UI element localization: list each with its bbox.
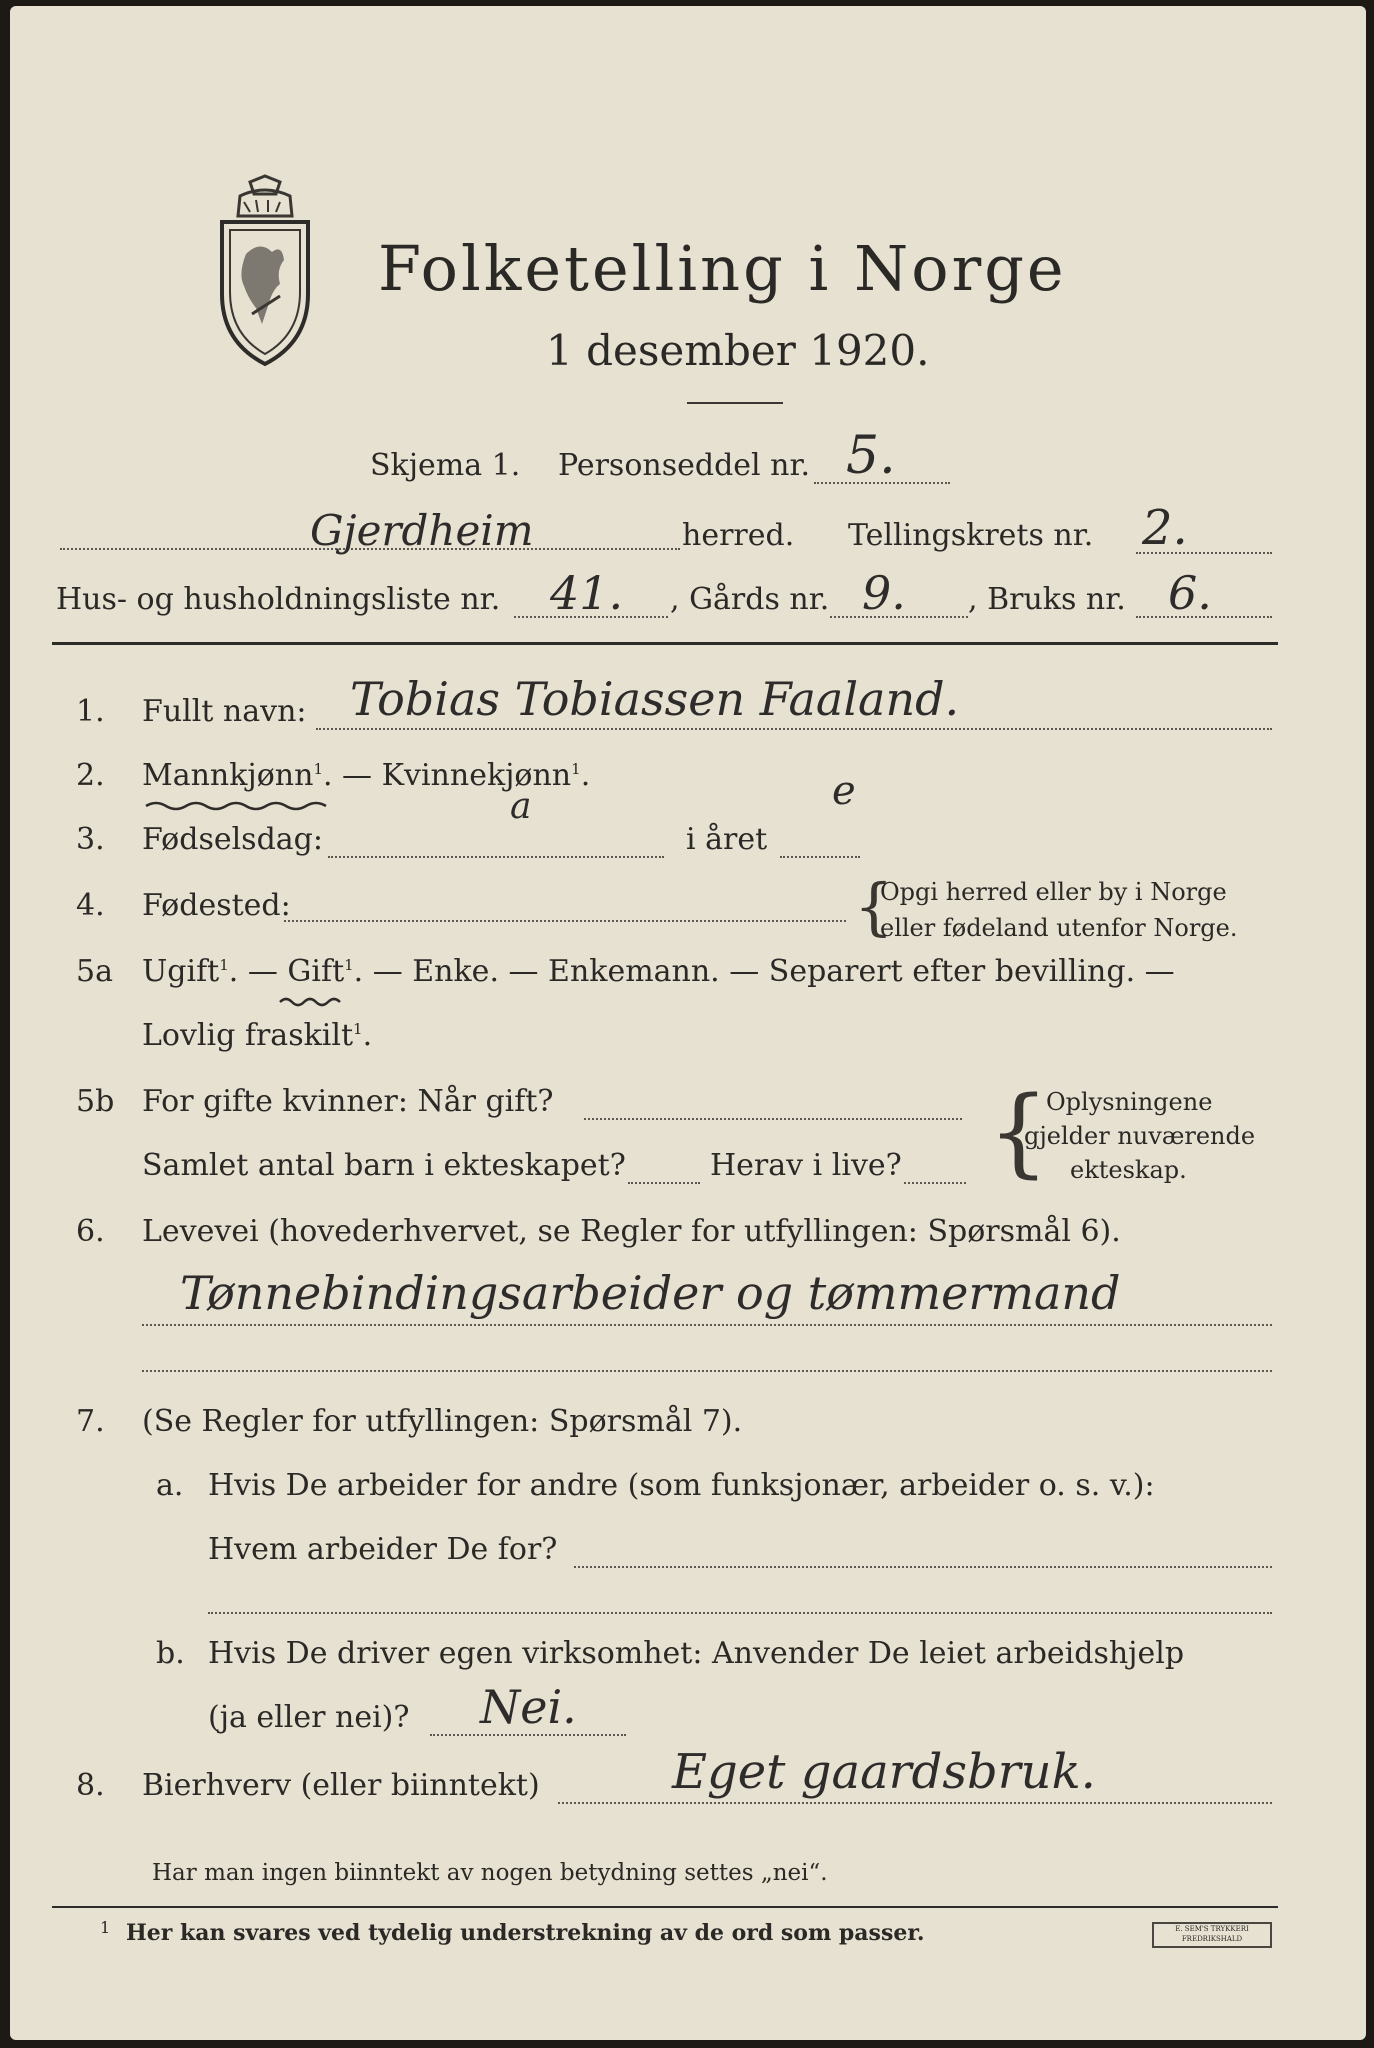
gaards-label: , Gårds nr. [670,582,830,617]
q7a-letter: a. [156,1468,184,1503]
footer-divider [52,1906,1278,1908]
full-name-value[interactable]: Tobias Tobiassen Faaland. [350,672,960,726]
marital-status-line: Ugift$^1$. — Gift$^1$. — Enke. — Enkemann. — Separert efter bevilling. — [142,954,1175,989]
secondary-income-value[interactable]: Eget gaardsbruk. [672,1744,1096,1800]
marital-other-options[interactable]: — Enke. — Enkemann. — Separert efter bevilling. — [372,954,1175,989]
hus-label: Hus- og husholdningsliste nr. [56,582,501,617]
herred-label: herred. [682,518,795,553]
children-alive-label: Herav i live? [710,1148,902,1183]
bruks-number[interactable]: 6. [1168,566,1212,620]
gender-line: Mannkjønn$^1$. — Kvinnekjønn$^1$. [142,758,591,793]
birthdate-label: Fødselsdag: [142,822,323,857]
hired-help-value[interactable]: Nei. [480,1680,577,1734]
title-divider [687,402,783,404]
hus-number[interactable]: 41. [550,566,624,620]
q7-number: 7. [76,1404,105,1439]
q1-number: 1. [76,694,105,729]
hired-help-question: Hvis De driver egen virksomhet: Anvender De leiet arbeidshjelp [208,1636,1185,1671]
q2-number: 2. [76,758,105,793]
footer-note: Har man ingen biinntekt av nogen betydning settes „nei“. [152,1860,828,1886]
marriage-note-brace: { [988,1076,1050,1188]
full-name-label: Fullt navn: [142,694,307,729]
coat-of-arms-icon [210,174,320,374]
marital-gift-option[interactable]: Gift [287,954,345,989]
birthplace-note-1: Opgi herred eller by i Norge [880,878,1227,906]
q4-number: 4. [76,888,105,923]
gender-female-option[interactable]: . — Kvinnekjønn [322,758,572,793]
gaards-number[interactable]: 9. [862,566,906,620]
birthplace-label: Fødested: [142,888,291,923]
bruks-label: , Bruks nr. [968,582,1126,617]
occupation-value[interactable]: Tønnebindingsarbeider og tømmermand [180,1266,1121,1320]
herred-value[interactable]: Gjerdheim [310,506,534,555]
census-date: 1 desember 1920. [546,326,930,375]
q6-number: 6. [76,1214,105,1249]
personseddel-number[interactable]: 5. [846,426,896,486]
personseddel-label: Personseddel nr. [558,448,811,483]
q5b-number: 5b [76,1084,115,1119]
q5a-number: 5a [76,954,113,989]
q7b-letter: b. [156,1636,185,1671]
children-count-label: Samlet antal barn i ekteskapet? [142,1148,626,1183]
secondary-income-label: Bierhverv (eller biinntekt) [142,1768,540,1803]
marriage-note-3: ekteskap. [1070,1156,1187,1184]
birthplace-note-2: eller fødeland utenfor Norge. [880,914,1238,942]
birthday-mark[interactable]: a [510,786,532,827]
printer-stamp: E. SEM'S TRYKKERI FREDRIKSHALD [1152,1922,1272,1948]
marriage-note-1: Oplysningene [1046,1088,1213,1116]
employer-label: Hvem arbeider De for? [208,1532,558,1567]
gift-underline-mark [278,994,342,1008]
footnote-marker: 1 [100,1918,111,1937]
footnote-text: Her kan svares ved tydelig understrekning av de ord som passer. [126,1920,925,1946]
gender-male-option[interactable]: Mannkjønn [142,758,314,793]
tellingskrets-label: Tellingskrets nr. [848,518,1094,553]
birthplace-brace: { [854,870,894,943]
tellingskrets-number[interactable]: 2. [1142,500,1188,556]
hired-help-label: (ja eller nei)? [208,1700,410,1735]
marital-fraskilt-option[interactable]: Lovlig fraskilt$^1$. [142,1018,373,1053]
q8-number: 8. [76,1768,105,1803]
employer-question: Hvis De arbeider for andre (som funksjonær, arbeider o. s. v.): [208,1468,1155,1503]
male-underline-mark [144,798,330,812]
header-divider [52,642,1278,645]
marriage-note-2: gjelder nuværende [1024,1122,1256,1150]
census-form [10,6,1366,2040]
year-mark[interactable]: e [832,768,856,814]
q7-heading: (Se Regler for utfyllingen: Spørsmål 7). [142,1404,743,1439]
q3-number: 3. [76,822,105,857]
birth-year-label: i året [686,822,768,857]
marital-ugift-option[interactable]: Ugift [142,954,220,989]
form-title: Folketelling i Norge [378,232,1067,305]
married-when-label: For gifte kvinner: Når gift? [142,1084,554,1119]
skjema-label: Skjema 1. [370,448,521,483]
occupation-label: Levevei (hovederhvervet, se Regler for utfyllingen: Spørsmål 6). [142,1214,1121,1249]
